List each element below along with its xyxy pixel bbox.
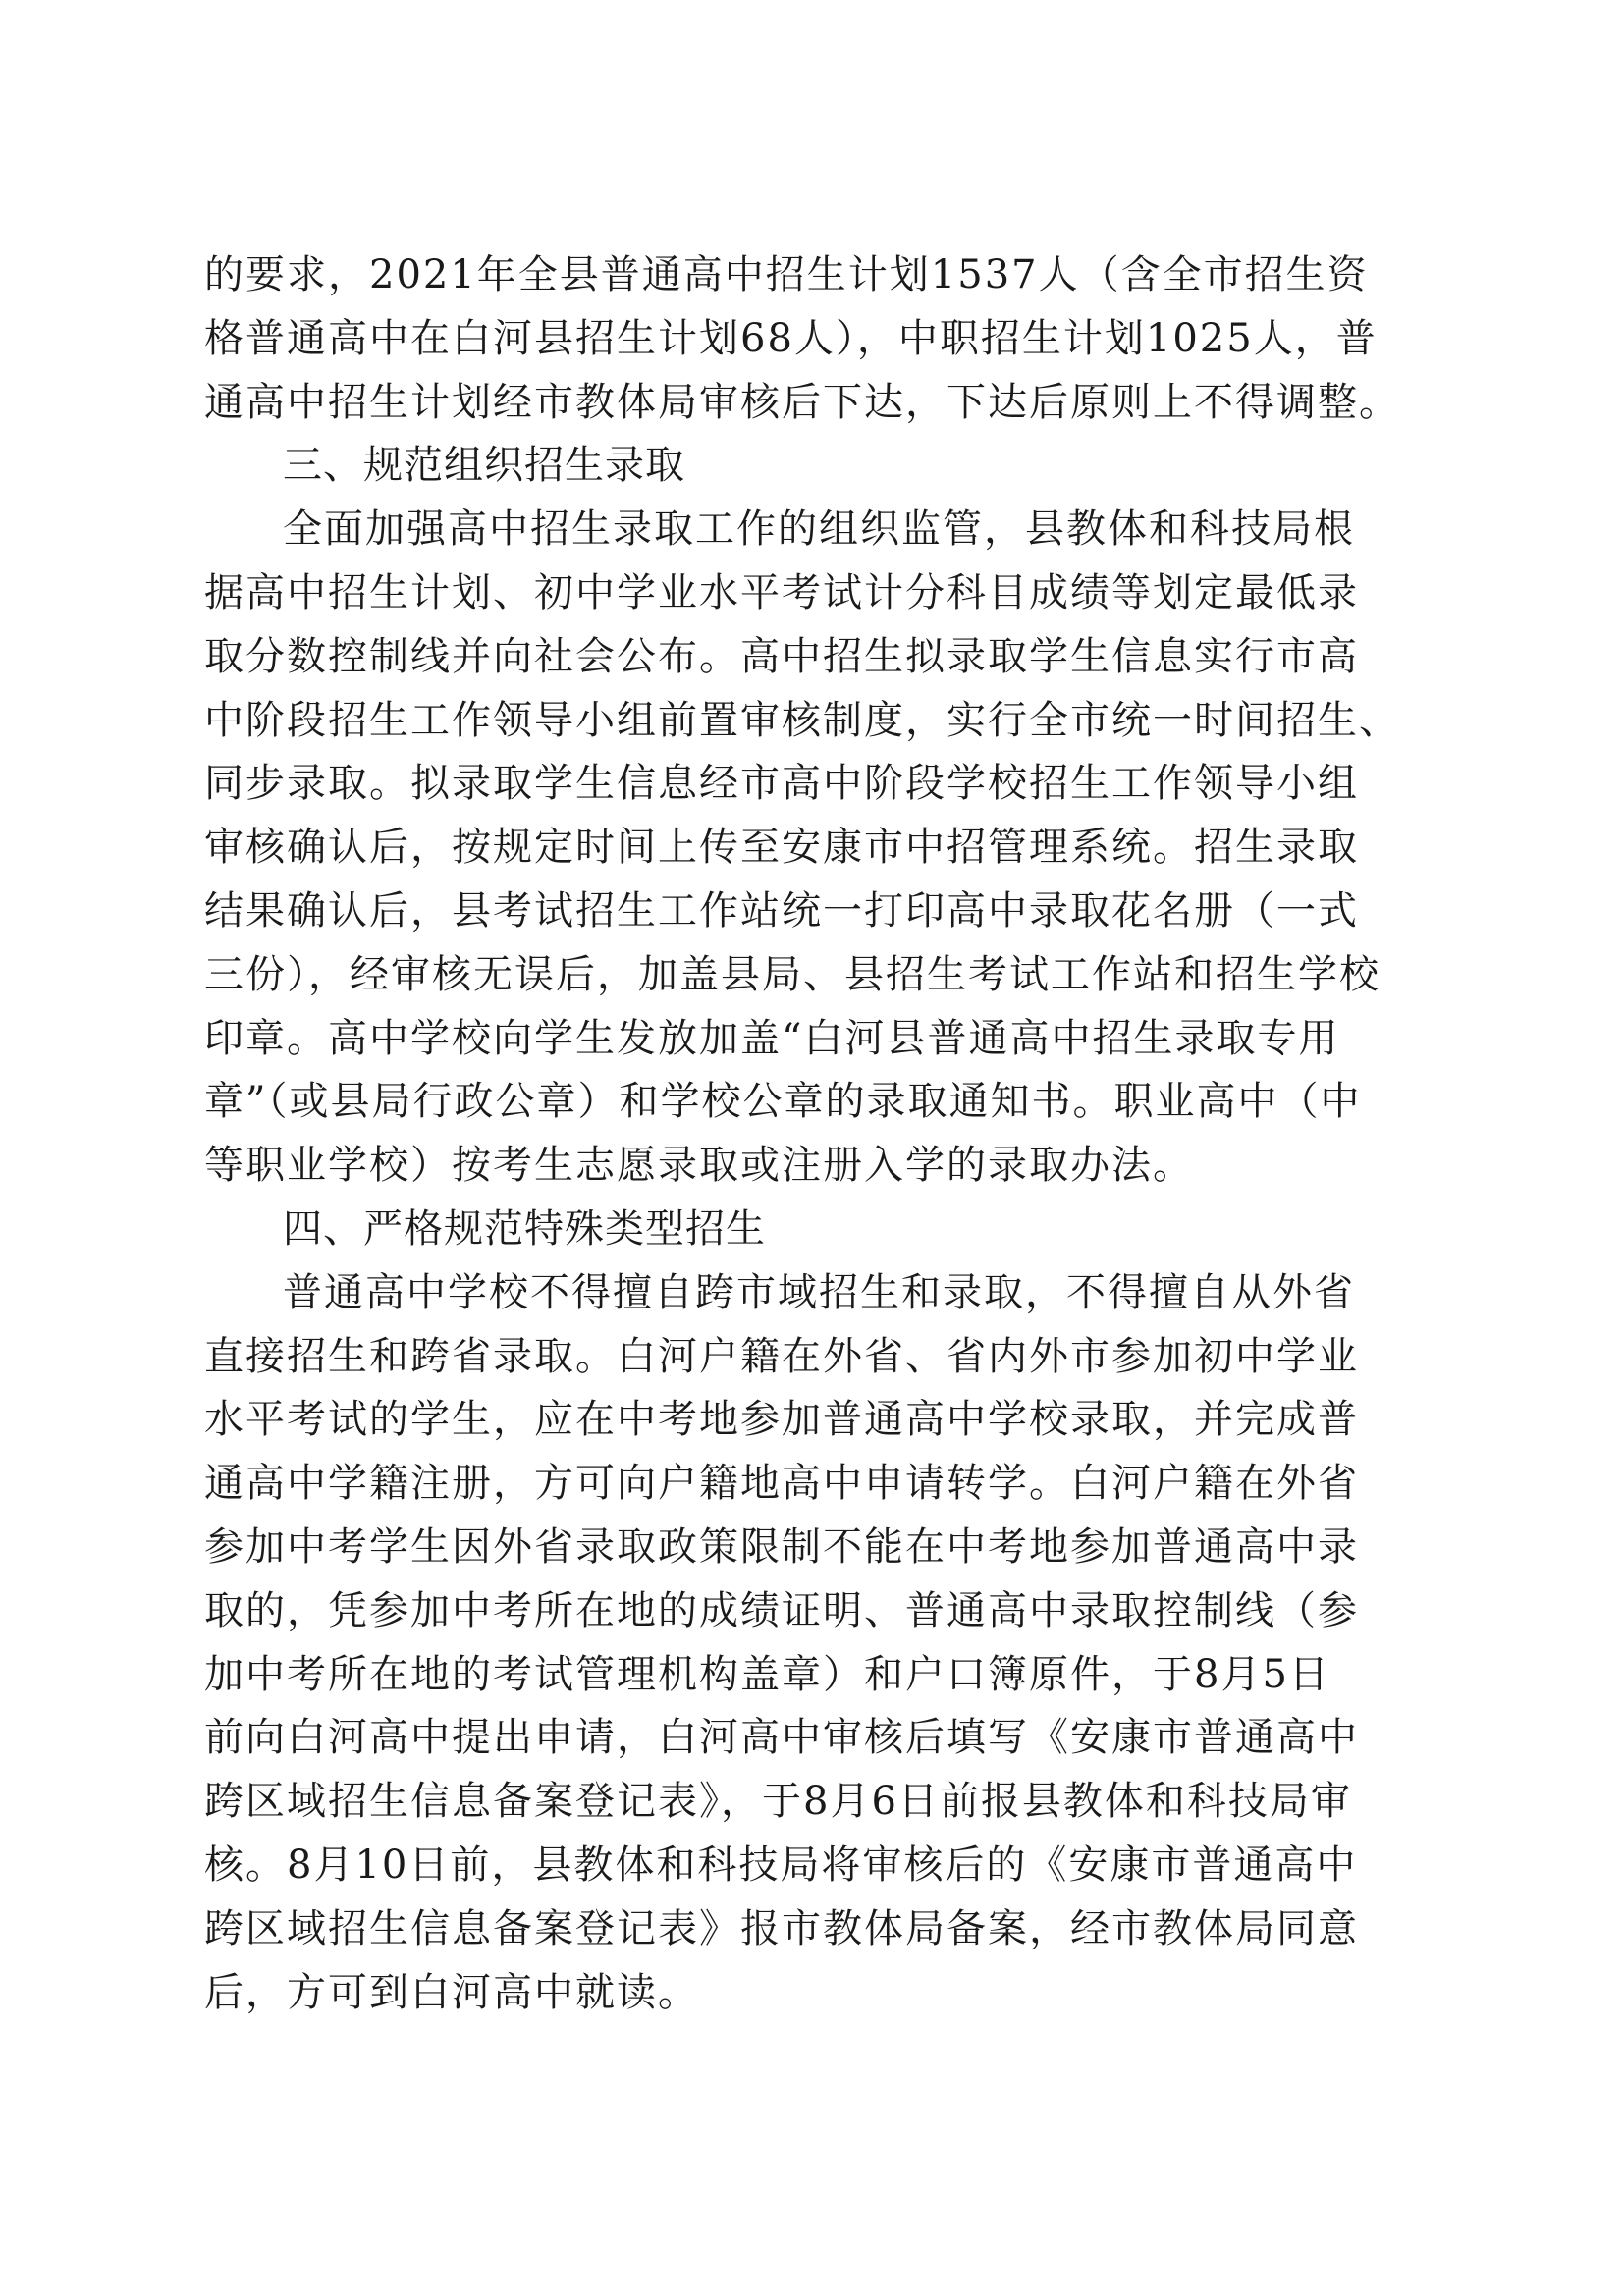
body-line: 参加中考学生因外省录取政策限制不能在中考地参加普通高中录	[204, 1523, 1359, 1570]
body-line: 通高中学籍注册，方可向户籍地高中申请转学。白河户籍在外省	[204, 1461, 1359, 1507]
section-heading-3: 三、规范组织招生录取	[283, 443, 685, 489]
body-line: 全面加强高中招生录取工作的组织监管，县教体和科技局根	[283, 507, 1355, 553]
body-line: 后，方可到白河高中就读。	[204, 1969, 699, 2015]
document-body	[204, 243, 1432, 2024]
body-line: 三份），经审核无误后，加盖县局、县招生考试工作站和招生学校	[204, 951, 1380, 997]
body-line: 格普通高中在白河县招生计划68人），中职招生计划1025人，普	[204, 315, 1378, 361]
body-line: 核。8月10日前，县教体和科技局将审核后的《安康市普通高中	[204, 1842, 1358, 1888]
body-line: 审核确认后，按规定时间上传至安康市中招管理系统。招生录取	[204, 825, 1359, 871]
body-line: 加中考所在地的考试管理机构盖章）和户口簿原件，于8月5日	[204, 1651, 1330, 1697]
body-line: 印章。高中学校向学生发放加盖“白河县普通高中招生录取专用	[204, 1015, 1340, 1061]
body-line: 的要求，2021年全县普通高中招生计划1537人（含全市招生资	[204, 252, 1369, 297]
body-line: 取的，凭参加中考所在地的成绩证明、普通高中录取控制线（参	[204, 1587, 1359, 1633]
body-line: 等职业学校）按考生志愿录取或注册入学的录取办法。	[204, 1143, 1194, 1189]
section-heading-4: 四、严格规范特殊类型招生	[283, 1205, 766, 1252]
body-line: 同步录取。拟录取学生信息经市高中阶段学校招生工作领导小组	[204, 761, 1359, 807]
body-line: 水平考试的学生，应在中考地参加普通高中学校录取，并完成普	[204, 1397, 1359, 1443]
body-line: 章”（或县局行政公章）和学校公章的录取通知书。职业高中（中	[204, 1079, 1362, 1125]
body-line: 结果确认后，县考试招生工作站统一打印高中录取花名册（一式	[204, 887, 1359, 934]
body-line: 直接招生和跨省录取。白河户籍在外省、省内外市参加初中学业	[204, 1333, 1359, 1379]
body-line: 普通高中学校不得擅自跨市域招生和录取，不得擅自从外省	[283, 1269, 1355, 1315]
body-line: 跨区域招生信息备案登记表》，于8月6日前报县教体和科技局审	[204, 1779, 1352, 1825]
body-line: 中阶段招生工作领导小组前置审核制度，实行全市统一时间招生、	[204, 697, 1400, 743]
body-line: 跨区域招生信息备案登记表》报市教体局备案，经市教体局同意	[204, 1905, 1359, 1951]
body-line: 通高中招生计划经市教体局审核后下达，下达后原则上不得调整。	[204, 379, 1400, 425]
body-line: 前向白河高中提出申请，白河高中审核后填写《安康市普通高中	[204, 1715, 1359, 1761]
body-line: 取分数控制线并向社会公布。高中招生拟录取学生信息实行市高	[204, 633, 1359, 679]
body-line: 据高中招生计划、初中学业水平考试计分科目成绩等划定最低录	[204, 569, 1359, 615]
